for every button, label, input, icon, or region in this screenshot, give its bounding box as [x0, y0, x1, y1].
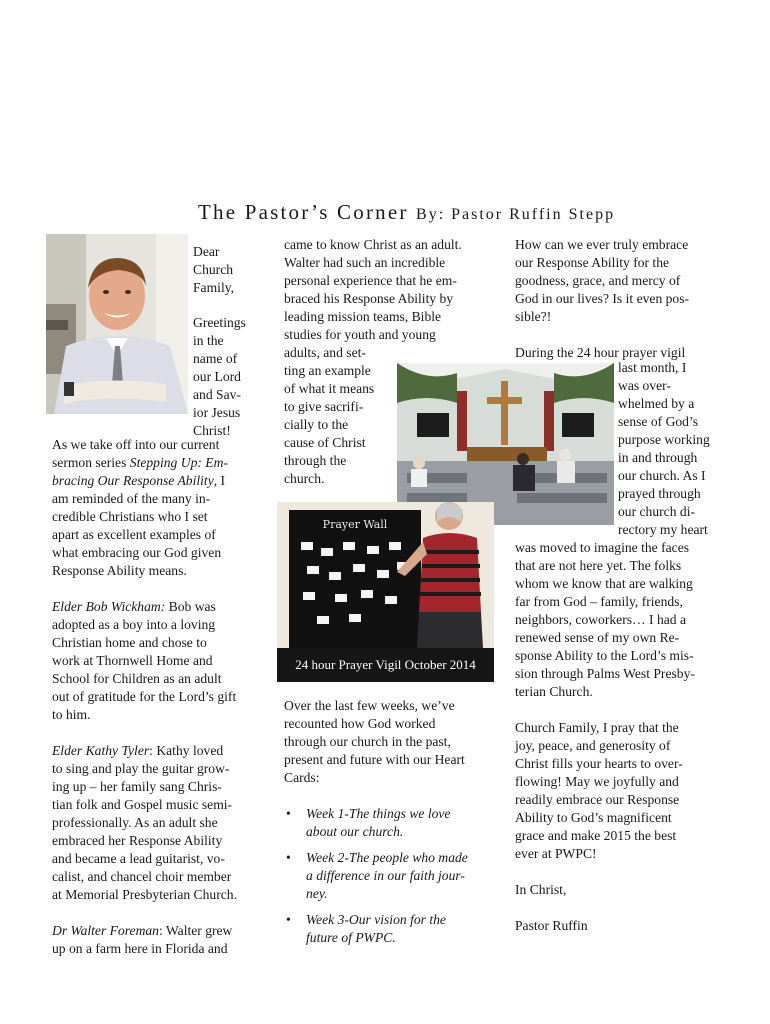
text-line: name of — [193, 351, 238, 366]
text-line: to give sacrifi- — [284, 399, 364, 414]
text-line: and became a lead guitarist, vo- — [52, 851, 225, 866]
title-text: The Pastor’s Corner — [198, 200, 409, 224]
text-line: Walter had such an incredible — [284, 255, 446, 270]
text-line: embraced her Response Ability — [52, 833, 223, 848]
text-line: work at Thornwell Home and — [52, 653, 213, 668]
heart-cards-list — [284, 805, 499, 947]
text-line: professionally. As an adult she — [52, 815, 218, 830]
text-line: rectory my heart — [618, 522, 708, 537]
text-line: our church. As I — [618, 468, 706, 483]
text-line: studies for youth and young — [284, 327, 436, 342]
list-item — [284, 805, 499, 841]
text-line: goodness, grace, and mercy of — [515, 273, 681, 288]
text-line: Family, — [193, 280, 235, 295]
text-line: Dr Walter Foreman: Walter grew — [52, 923, 233, 938]
column-3-top — [515, 236, 730, 362]
prayer-wall-photo — [277, 502, 494, 682]
text-line: terian Church. — [515, 684, 593, 699]
text-line: tian folk and Gospel music semi- — [52, 797, 233, 812]
text-line: purpose working — [618, 432, 710, 447]
prayer-wall-sign: Prayer Wall — [322, 518, 388, 531]
text-line: was moved to imagine the faces — [515, 540, 690, 555]
text-line: ior Jesus — [193, 405, 241, 420]
text-line: about our church. — [306, 824, 404, 839]
column-1 — [52, 436, 267, 958]
sanctuary-photo — [397, 363, 614, 525]
greeting — [193, 314, 246, 440]
text-line: Christ! — [193, 423, 231, 438]
text-line: Church — [193, 262, 234, 277]
sermon-series: bracing Our Response Ability — [52, 473, 214, 488]
text-line: to him. — [52, 707, 91, 722]
list-item — [284, 849, 499, 903]
text-line: ney. — [306, 886, 328, 901]
text-line: whelmed by a — [618, 396, 695, 411]
text-line: Ability to God’s magnificent — [515, 810, 672, 825]
text-line: School for Children as an adult — [52, 671, 222, 686]
text-line: through our church in the past, — [284, 734, 451, 749]
text-line: cially to the — [284, 417, 349, 432]
column-3-bottom — [515, 539, 730, 935]
text-line: credible Christians who I set — [52, 509, 208, 524]
list-item — [284, 911, 499, 947]
text-line: of what it means — [284, 381, 375, 396]
text-line: at Memorial Presbyterian Church. — [52, 887, 237, 902]
text-line: Week 2-The people who made — [306, 850, 468, 865]
text-line: and Sav- — [193, 387, 241, 402]
byline: By: Pastor Ruffin Stepp — [416, 206, 616, 223]
text-line: personal experience that he em- — [284, 273, 457, 288]
text-line: Greetings — [193, 315, 246, 330]
text-line: am reminded of the many in- — [52, 491, 211, 506]
text-line: future of PWPC. — [306, 930, 396, 945]
text-line: sponse Ability to the Lord’s mis- — [515, 648, 694, 663]
text-line: through the — [284, 453, 347, 468]
text-line: sense of God’s — [618, 414, 699, 429]
text-line: leading mission teams, Bible — [284, 309, 442, 324]
text-line: whom we know that are walking — [515, 576, 693, 591]
text-line: our Lord — [193, 369, 241, 384]
text-line: renewed sense of my own Re- — [515, 630, 680, 645]
text-line: last month, I — [618, 360, 687, 375]
text-line: to sing and play the guitar grow- — [52, 761, 230, 776]
text-line: recounted how God worked — [284, 716, 436, 731]
text-line: bracing Our Response Ability, I — [52, 473, 226, 488]
text-line: apart as excellent examples of — [52, 527, 216, 542]
text-line: Over the last few weeks, we’ve — [284, 698, 455, 713]
text-line: calist, and chancel choir member — [52, 869, 232, 884]
text-line: ever at PWPC! — [515, 846, 597, 861]
page-title — [198, 200, 615, 225]
text-line: Church Family, I pray that the — [515, 720, 679, 735]
text-line: out of gratitude for the Lord’s gift — [52, 689, 237, 704]
text-line: Week 3-Our vision for the — [306, 912, 446, 927]
text-line: ing up – her family sang Chris- — [52, 779, 222, 794]
text-line: Christian home and chose to — [52, 635, 207, 650]
text-line: present and future with our Heart — [284, 752, 465, 767]
text-line: our Response Ability for the — [515, 255, 670, 270]
column-2-bottom — [284, 697, 499, 955]
text-line: a difference in our faith jour- — [306, 868, 465, 883]
text-line: sible?! — [515, 309, 552, 324]
text-line: As we take off into our current — [52, 437, 220, 452]
text-line: cause of Christ — [284, 435, 366, 450]
text-line: that are not here yet. The folks — [515, 558, 682, 573]
closing: In Christ, — [515, 882, 567, 897]
salutation — [193, 243, 234, 297]
column-3-wrap — [618, 359, 728, 539]
text-line: braced his Response Ability by — [284, 291, 454, 306]
text-line: sion through Palms West Presby- — [515, 666, 695, 681]
text-line: grace and make 2015 the best — [515, 828, 677, 843]
text-line: During the 24 hour prayer vigil — [515, 345, 686, 360]
text-line: up on a farm here in Florida and — [52, 941, 228, 956]
text-line: Elder Kathy Tyler: Kathy loved — [52, 743, 224, 758]
text-line: our church di- — [618, 504, 696, 519]
text-line: adopted as a boy into a loving — [52, 617, 216, 632]
pastor-photo — [46, 234, 188, 414]
text-line: Response Ability means. — [52, 563, 187, 578]
text-line: what embracing our God given — [52, 545, 222, 560]
text-line: prayed through — [618, 486, 701, 501]
text-line: adults, and set- — [284, 345, 366, 360]
elder-name: Dr Walter Foreman — [52, 923, 159, 938]
text-line: neighbors, coworkers… I had a — [515, 612, 687, 627]
text-line: in and through — [618, 450, 698, 465]
text-line: Christ fills your hearts to over- — [515, 756, 683, 771]
text-line: in the — [193, 333, 224, 348]
text-line: Week 1-The things we love — [306, 806, 451, 821]
text-line: readily embrace our Response — [515, 792, 680, 807]
text-line: came to know Christ as an adult. — [284, 237, 462, 252]
text-line: Cards: — [284, 770, 320, 785]
elder-name: Elder Bob Wickham: — [52, 599, 166, 614]
text-line: How can we ever truly embrace — [515, 237, 689, 252]
photo-caption: 24 hour Prayer Vigil October 2014 — [277, 648, 494, 682]
text-line: Dear — [193, 244, 220, 259]
elder-name: Elder Kathy Tyler — [52, 743, 150, 758]
text-line: far from God – family, friends, — [515, 594, 683, 609]
text-line: joy, peace, and generosity of — [515, 738, 671, 753]
text-line: was over- — [618, 378, 671, 393]
sermon-series: Stepping Up: Em- — [129, 455, 228, 470]
text-line: church. — [284, 471, 325, 486]
text-line: God in our lives? Is it even pos- — [515, 291, 690, 306]
text-line: sermon series Stepping Up: Em- — [52, 455, 228, 470]
signature: Pastor Ruffin — [515, 918, 588, 933]
text-line: Elder Bob Wickham: Bob was — [52, 599, 216, 614]
text-line: flowing! May we joyfully and — [515, 774, 679, 789]
text-line: ting an example — [284, 363, 371, 378]
